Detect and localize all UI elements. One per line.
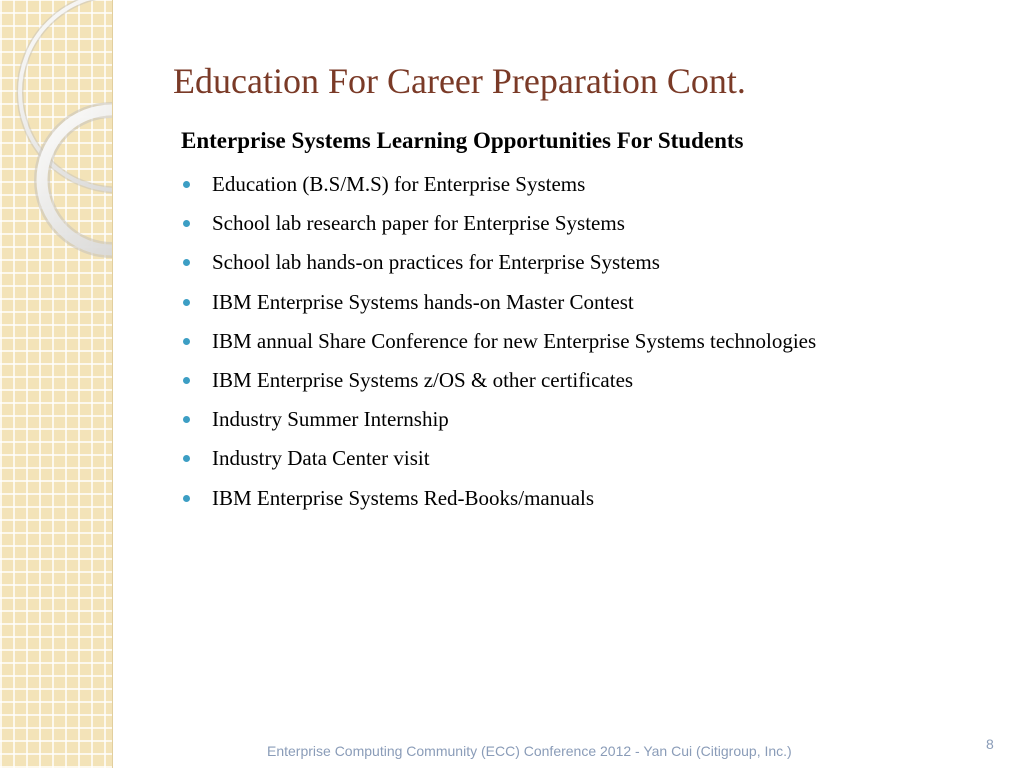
list-item-text: IBM annual Share Conference for new Enterprise Systems technologies bbox=[212, 328, 817, 353]
bullet-list bbox=[181, 170, 816, 523]
list-item bbox=[181, 405, 816, 444]
bullet-dot-icon bbox=[183, 338, 190, 345]
slide-footer: Enterprise Computing Community (ECC) Conference 2012 - Yan Cui (Citigroup, Inc.) bbox=[267, 743, 792, 759]
decorative-rings bbox=[0, 0, 112, 768]
bullet-dot-icon bbox=[183, 299, 190, 306]
list-item-text: IBM Enterprise Systems z/OS & other certificates bbox=[212, 367, 634, 392]
list-item-text: School lab hands-on practices for Enterprise Systems bbox=[212, 250, 660, 275]
list-item-text: Industry Summer Internship bbox=[212, 407, 449, 432]
list-item bbox=[181, 444, 816, 483]
bullet-dot-icon bbox=[183, 259, 190, 266]
list-item-text: IBM Enterprise Systems Red-Books/manuals bbox=[212, 485, 595, 510]
slide-subtitle: Enterprise Systems Learning Opportunities For Students bbox=[181, 128, 744, 153]
list-item bbox=[181, 366, 816, 405]
bullet-dot-icon bbox=[183, 181, 190, 188]
bullet-dot-icon bbox=[183, 455, 190, 462]
list-item bbox=[181, 288, 816, 327]
list-item bbox=[181, 209, 816, 248]
bullet-dot-icon bbox=[183, 495, 190, 502]
bullet-dot-icon bbox=[183, 416, 190, 423]
slide-title: Education For Career Preparation Cont. bbox=[173, 61, 746, 101]
page-number: 8 bbox=[986, 736, 994, 752]
list-item bbox=[181, 248, 816, 287]
decorative-grid-strip bbox=[0, 0, 113, 768]
list-item-text: Education (B.S/M.S) for Enterprise Systems bbox=[212, 172, 586, 196]
list-item-text: IBM Enterprise Systems hands-on Master Contest bbox=[212, 289, 634, 314]
list-item-text: Industry Data Center visit bbox=[212, 446, 430, 471]
list-item bbox=[181, 170, 816, 209]
list-item bbox=[181, 484, 816, 523]
bullet-dot-icon bbox=[183, 220, 190, 227]
bullet-dot-icon bbox=[183, 377, 190, 384]
list-item bbox=[181, 327, 816, 366]
list-item-text: School lab research paper for Enterprise Systems bbox=[212, 211, 625, 236]
